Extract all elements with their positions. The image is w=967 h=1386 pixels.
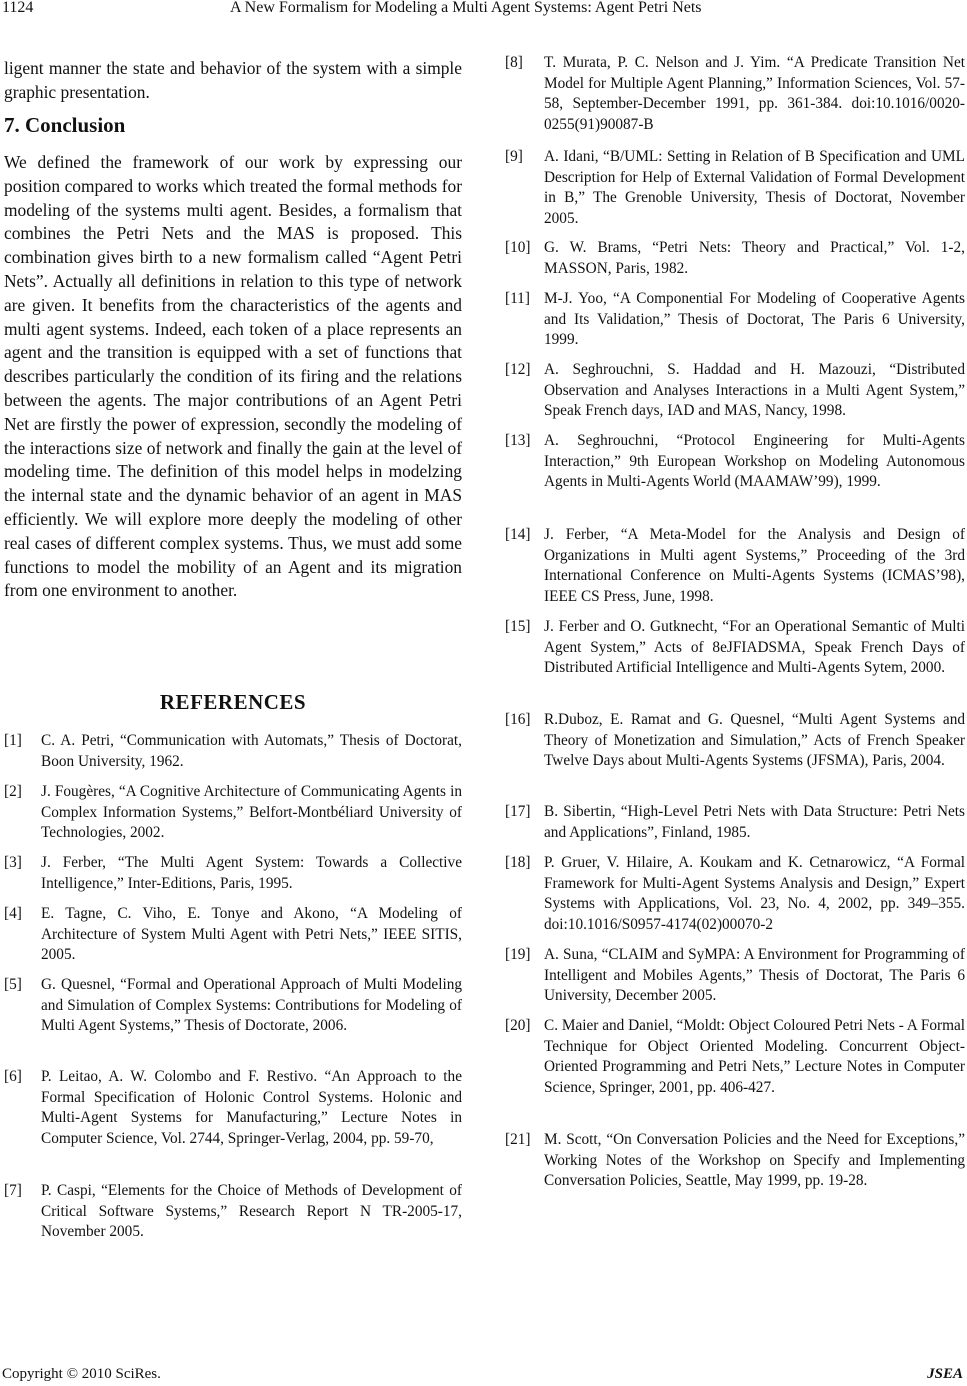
reference-item	[4, 782, 462, 844]
section-title: 7. Conclusion	[4, 113, 126, 137]
page-header	[0, 0, 967, 24]
reference-item	[505, 238, 965, 279]
reference-item	[505, 802, 965, 843]
reference-text: P. Caspi, “Elements for the Choice of Methods of Development of Critical Software Systems,” Research Report N TR-2005-17, November 2005.	[41, 1182, 462, 1241]
reference-number: [2]	[4, 783, 22, 800]
reference-item	[4, 1067, 462, 1149]
reference-item	[505, 289, 965, 351]
reference-item	[505, 1130, 965, 1192]
reference-number: [1]	[4, 732, 22, 749]
conclusion-paragraph: We defined the framework of our work by expressing our position compared to works which treated the formal methods for modeling of the systems multi agent. Besides, a formalism that combines the Petri Nets and the MAS is proposed. This combination gives birth to a new formalism called “Agent Petri Nets”. Actually all definitions in relation to this type of network are given. It benefits from the characteristics of the agents and multi agent systems. Indeed, each token of a place represents an agent and the transition is equipped with a set of functions that describes particularly the condition of its firing and the relations between the agents. The major contributions of an Agent Petri Net are firstly the power of expression, secondly the modeling of the interactions size of network and finally the gain at the level of modeling time. The definition of this model helps in modelzing the internal state and the dynamic behavior of an agent in MAS efficiently. We will explore more deeply the modeling of other real cases of different complex systems. Thus, we must add some functions to model the mobility of an Agent and its migration from one environment to another.	[4, 152, 462, 601]
reference-number: [11]	[505, 290, 530, 307]
reference-number: [9]	[505, 148, 523, 165]
reference-number: [13]	[505, 432, 531, 449]
reference-text: B. Sibertin, “High-Level Petri Nets with Data Structure: Petri Nets and Applications”, Finland, 1985.	[544, 803, 965, 841]
reference-item	[505, 431, 965, 493]
reference-number: [4]	[4, 905, 22, 922]
references-heading: REFERENCES	[159, 690, 307, 714]
reference-number: [19]	[505, 946, 531, 963]
reference-item	[4, 975, 462, 1037]
copyright-notice: Copyright © 2010 SciRes.	[2, 1366, 161, 1382]
reference-text: M-J. Yoo, “A Componential For Modeling of Cooperative Agents and Its Validation,” Thesis of Doctorat, The Paris 6 University, 1999.	[544, 290, 965, 349]
reference-text: J. Ferber and O. Gutknecht, “For an Operational Semantic of Multi Agent System,” Acts of 8eJFIADSMA, Speak French Days of Distributed Artificial Intelligence and Multi-Agents Sytem, 2000.	[544, 618, 965, 677]
reference-text: J. Ferber, “A Meta-Model for the Analysis and Design of Organizations in Multi agent Systems,” Proceeding of the 3rd International Conference on Multi-Agents Systems (ICMAS’98), IEEE CS Press, June, 1998.	[544, 526, 965, 605]
reference-text: J. Fougères, “A Cognitive Architecture of Communicating Agents in Complex Information Systems,” Belfort-Montbéliard University of Technologies, 2002.	[41, 783, 462, 842]
reference-number: [12]	[505, 361, 531, 378]
reference-text: A. Suna, “CLAIM and SyMPA: A Environment for Programming of Intelligent and Mobiles Agents,” Thesis of Doctorat, The Paris 6 University, December 2005.	[544, 946, 965, 1005]
reference-item	[4, 904, 462, 966]
reference-item	[505, 617, 965, 679]
reference-number: [16]	[505, 711, 531, 728]
reference-number: [5]	[4, 976, 22, 993]
reference-number: [8]	[505, 54, 523, 71]
page-footer	[0, 1366, 967, 1386]
reference-number: [10]	[505, 239, 531, 256]
intro-paragraph: ligent manner the state and behavior of the system with a simple graphic presentation.	[4, 58, 462, 103]
reference-item	[505, 53, 965, 135]
reference-number: [21]	[505, 1131, 531, 1148]
reference-text: P. Leitao, A. W. Colombo and F. Restivo. “An Approach to the Formal Specification of Holonic Control Systems. Holonic and Multi-Agent Systems for Manufacturing,” Lecture Notes in Computer Science, Vol. 2744, Springer-Verlag, 2004, pp. 59-70,	[41, 1068, 462, 1147]
page-number: 1124	[2, 0, 34, 16]
reference-item	[505, 710, 965, 772]
reference-text: M. Scott, “On Conversation Policies and the Need for Exceptions,” Working Notes of the Workshop on Specify and Implementing Conversation Policies, Seattle, May 1999, pp. 19-28.	[544, 1131, 965, 1190]
reference-item	[505, 853, 965, 935]
reference-item	[505, 147, 965, 229]
reference-text: A. Seghrouchni, S. Haddad and H. Mazouzi, “Distributed Observation and Analyses Interactions in a Multi Agent System,” Speak French days, IAD and MAS, Nancy, 1998.	[544, 361, 965, 420]
reference-item	[505, 360, 965, 422]
reference-text: C. Maier and Daniel, “Moldt: Object Coloured Petri Nets - A Formal Technique for Object Oriented Modeling. Concurrent Object-Oriented Programming and Petri Nets,” Lecture Notes in Computer Science, Springer, 2001, pp. 406-427.	[544, 1017, 966, 1096]
journal-abbreviation: JSEA	[927, 1366, 963, 1382]
reference-text: R.Duboz, E. Ramat and G. Quesnel, “Multi Agent Systems and Theory of Monetization and Simulation,” Acts of French Speaker Twelve Days about Multi-Agents Systems (JFSMA), Paris, 2004.	[544, 711, 965, 770]
reference-item	[505, 525, 965, 607]
reference-item	[505, 945, 965, 1007]
reference-text: J. Ferber, “The Multi Agent System: Towards a Collective Intelligence,” Inter-Editions, Paris, 1995.	[41, 854, 462, 892]
running-title: A New Formalism for Modeling a Multi Agent Systems: Agent Petri Nets	[230, 0, 702, 16]
reference-item	[4, 731, 462, 772]
reference-text: A. Seghrouchni, “Protocol Engineering for Multi-Agents Interaction,” 9th European Workshop on Modeling Autonomous Agents in Multi-Agents World (MAAMAW’99), 1999.	[544, 432, 965, 491]
reference-number: [20]	[505, 1017, 531, 1034]
reference-number: [17]	[505, 803, 531, 820]
reference-item	[4, 853, 462, 894]
reference-text: A. Idani, “B/UML: Setting in Relation of B Specification and UML Description for Help of External Validation of Formal Development in B,” The Grenoble University, Thesis of Doctorat, November 2005.	[544, 148, 965, 227]
reference-text: C. A. Petri, “Communication with Automats,” Thesis of Doctorat, Boon University, 1962.	[41, 732, 462, 770]
reference-text: G. W. Brams, “Petri Nets: Theory and Practical,” Vol. 1-2, MASSON, Paris, 1982.	[544, 239, 965, 277]
reference-item	[4, 1181, 462, 1243]
reference-text: E. Tagne, C. Viho, E. Tonye and Akono, “A Modeling of Architecture of System Multi Agent with Petri Nets,” IEEE SITIS, 2005.	[41, 905, 462, 964]
reference-number: [18]	[505, 854, 531, 871]
reference-text: G. Quesnel, “Formal and Operational Approach of Multi Modeling and Simulation of Complex Systems: Contributions for Modeling of Multi Agent Systems,” Thesis of Doctorate, 2006.	[41, 976, 462, 1035]
reference-item	[505, 1016, 965, 1098]
reference-number: [15]	[505, 618, 531, 635]
reference-text: T. Murata, P. C. Nelson and J. Yim. “A Predicate Transition Net Model for Multiple Agent Planning,” Information Sciences, Vol. 57-58, September-December 1991, pp. 361-384. doi:10.1016/0020-0255(91)90087-B	[544, 54, 965, 133]
reference-number: [14]	[505, 526, 531, 543]
reference-number: [7]	[4, 1182, 22, 1199]
reference-number: [6]	[4, 1068, 22, 1085]
reference-text: P. Gruer, V. Hilaire, A. Koukam and K. Cetnarowicz, “A Formal Framework for Multi-Agent Systems Analysis and Design,” Expert Systems with Applications, Vol. 23, No. 4, 2002, pp. 349–355. doi:10.1016/S0957-4174(02)00070-2	[544, 854, 965, 933]
reference-number: [3]	[4, 854, 22, 871]
